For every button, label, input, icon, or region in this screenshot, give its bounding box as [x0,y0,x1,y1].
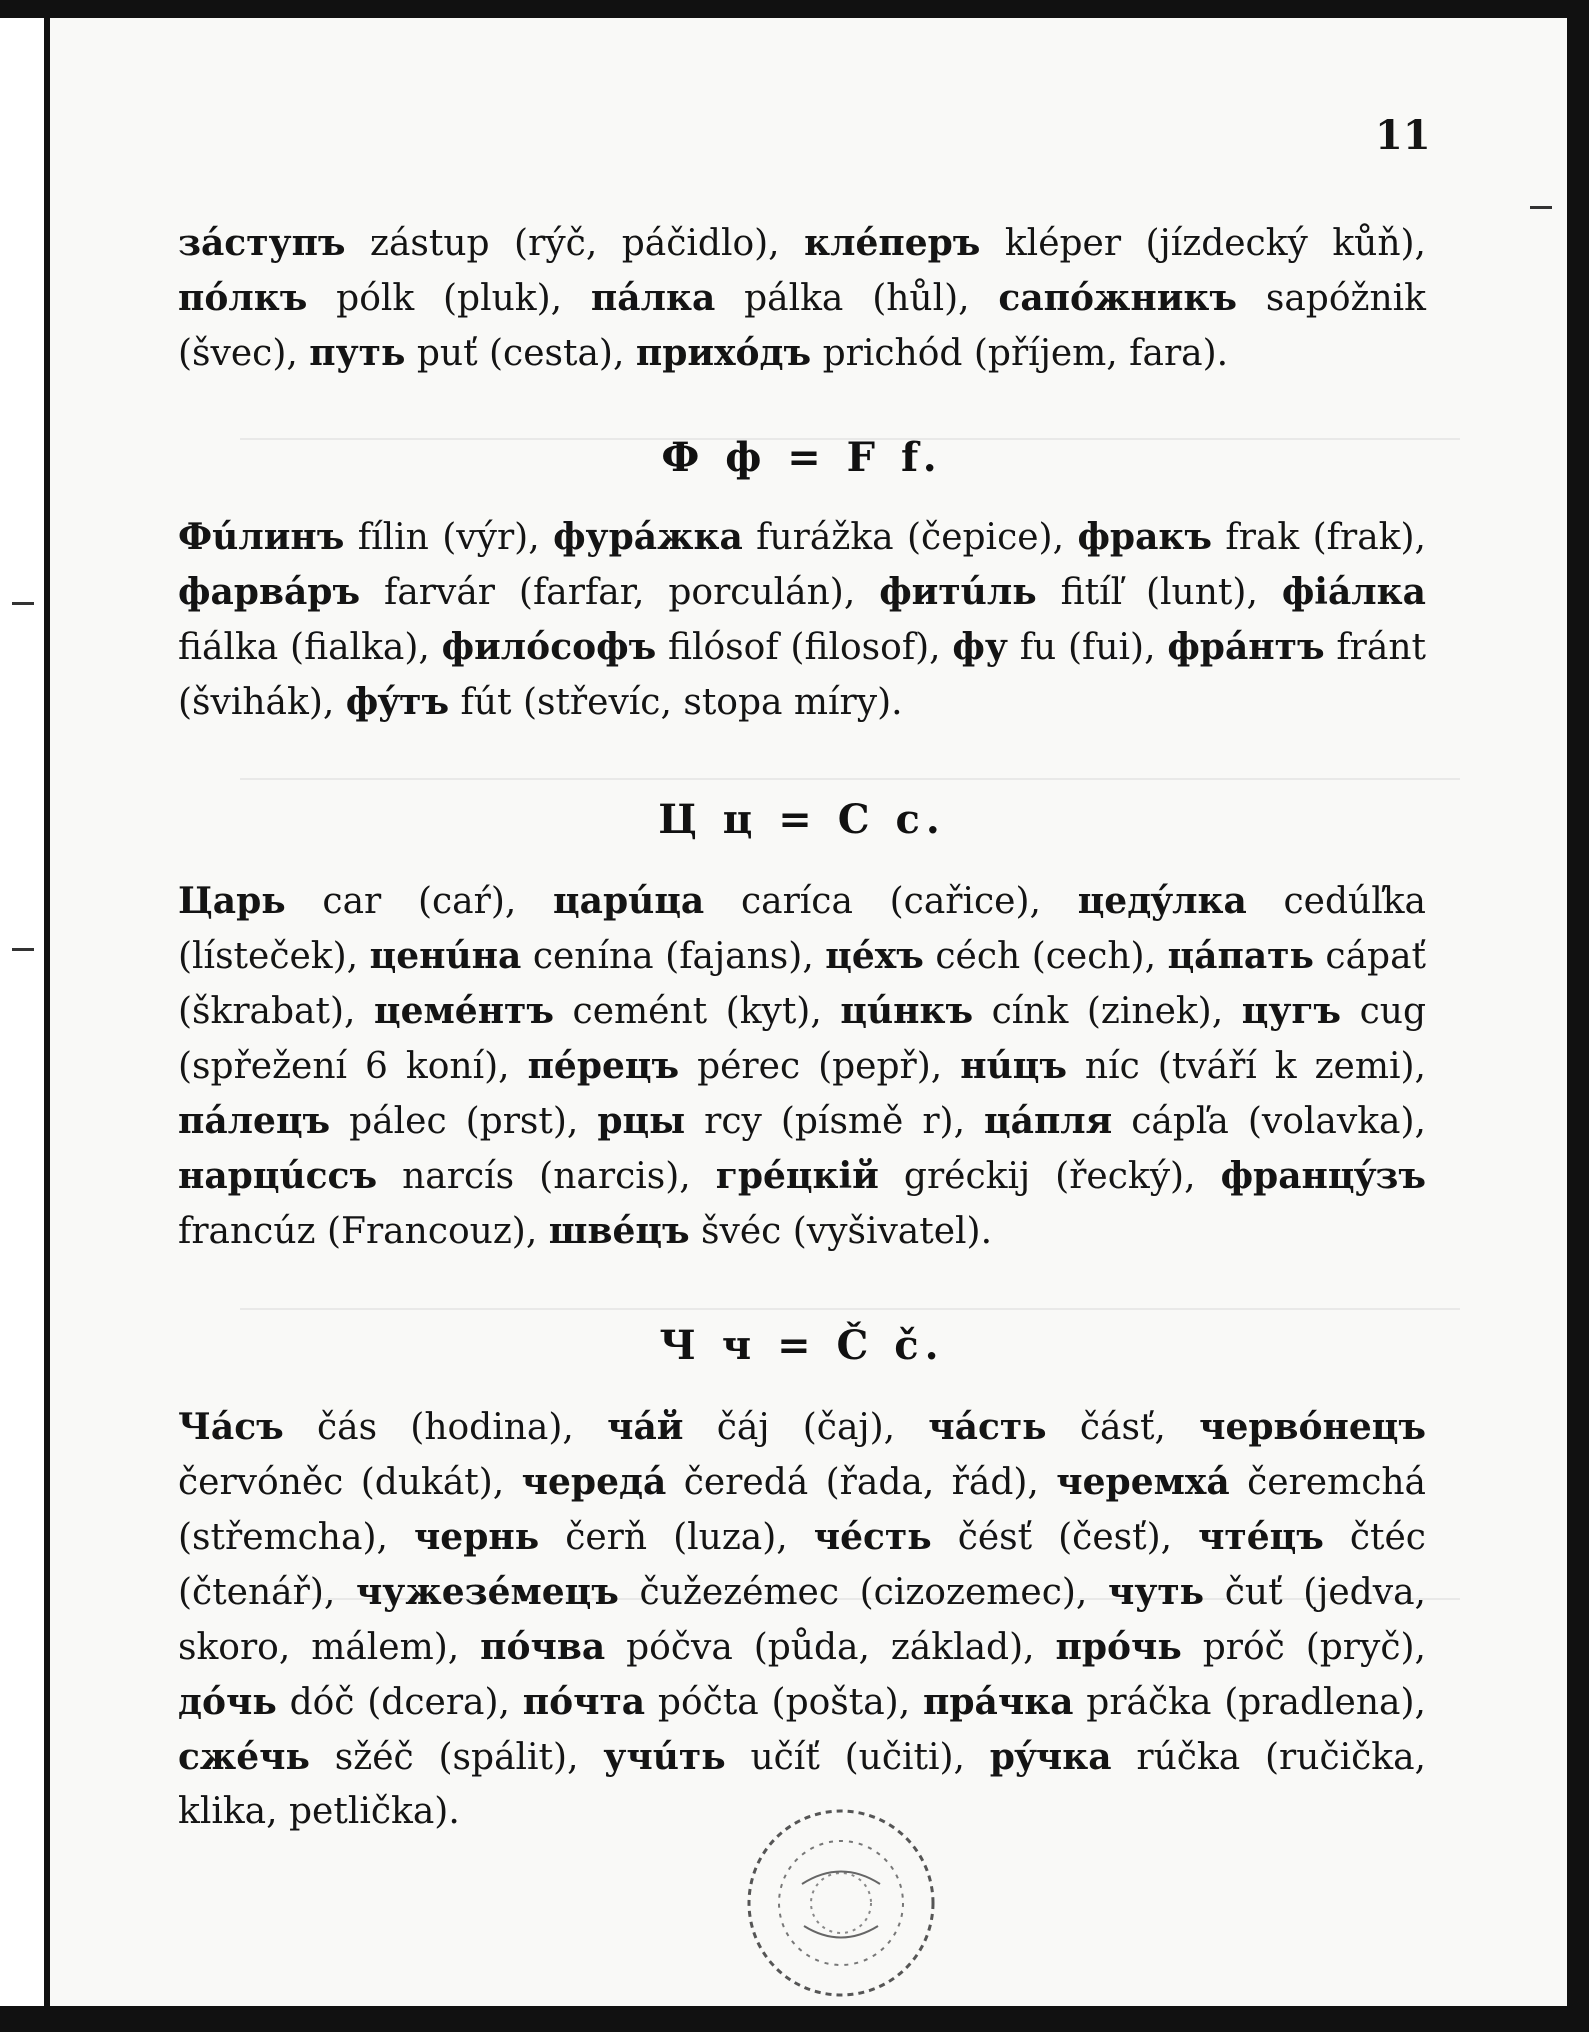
latin-transcription: pálka (hůl), [715,278,999,319]
cyrillic-word: рцы [597,1100,686,1142]
latin-transcription: póčta (pošta), [645,1682,923,1723]
cyrillic-word: прáчка [922,1681,1074,1723]
latin-transcription: učíť (učiti), [725,1737,990,1778]
latin-transcription: furážka (čepice), [742,517,1078,558]
cyrillic-word: чужезéмецъ [355,1571,619,1613]
cyrillic-word: чтéцъ [1198,1516,1324,1558]
scan-border-right [1567,0,1589,2032]
scan-border-bottom [0,2006,1589,2032]
latin-transcription: červóněc (dukát), [178,1462,522,1503]
cyrillic-word: прихóдъ [635,332,812,374]
latin-transcription: práčka (pradlena), [1073,1682,1426,1723]
latin-transcription: cemént (kyt), [553,991,841,1032]
latin-transcription: rúčka (ručička, klika, petlička). [178,1737,1426,1832]
cyrillic-word: цáпля [984,1100,1113,1142]
cyrillic-word: нарцúссъ [178,1155,378,1197]
latin-transcription: narcís (narcis), [377,1156,716,1197]
cyrillic-word: филóсофъ [441,626,657,668]
cyrillic-word: путь [309,332,406,374]
cyrillic-word: сапóжникъ [998,277,1238,319]
latin-transcription: dóč (dcera), [276,1682,523,1723]
cyrillic-word: фýтъ [345,681,450,723]
latin-transcription: pérec (pepř), [679,1046,961,1087]
latin-transcription: fút (střevíc, stopa míry). [449,682,903,723]
cyrillic-word: Чáсъ [178,1406,284,1448]
paragraph-c-words [178,874,1426,1252]
cyrillic-word: рýчка [989,1736,1112,1778]
latin-transcription: čeremchá (střemcha), [178,1462,1427,1558]
cyrillic-word: пáлецъ [178,1100,331,1142]
bleed-through-line [240,778,1460,780]
cyrillic-word: швéцъ [548,1210,690,1252]
cyrillic-word: францýзъ [1220,1155,1426,1197]
cyrillic-word: цéхъ [825,935,924,977]
cyrillic-word: цúнкъ [840,990,974,1032]
section-heading-f: Ф ф = F f. [661,434,943,481]
latin-transcription: póčva (půda, základ), [605,1627,1056,1668]
cyrillic-word: пóлкъ [178,277,308,319]
cyrillic-word: цáпать [1167,935,1314,977]
latin-transcription: pálec (prst), [330,1101,598,1142]
section-heading-ch: Ч ч = Č č. [659,1322,945,1369]
latin-transcription: próč (pryč), [1181,1627,1426,1668]
margin-mark [12,948,34,951]
cyrillic-word: чернь [413,1516,540,1558]
cyrillic-word: учúть [603,1736,726,1778]
cyrillic-word: нúцъ [960,1045,1067,1087]
cyrillic-word: черемхá [1056,1461,1230,1503]
cyrillic-word: фiáлка [1281,571,1426,613]
cyrillic-word: фрáнтъ [1167,626,1325,668]
cyrillic-word: цугъ [1241,990,1342,1032]
margin-mark [1530,206,1552,209]
cyrillic-word: пóчва [480,1626,606,1668]
latin-transcription: sapóžnik (švec), [178,278,1426,374]
cyrillic-word: сжéчь [178,1736,310,1778]
latin-transcription: frak (frak), [1212,517,1426,558]
latin-transcription: filósof (filosof), [656,627,953,668]
cyrillic-word: Царь [178,880,286,922]
latin-transcription: francúz (Francouz), [178,1211,549,1252]
cyrillic-word: царúца [553,880,705,922]
cyrillic-word: клéперъ [804,222,981,264]
cyrillic-word: чередá [521,1461,667,1503]
latin-transcription: čerň (luza), [539,1517,814,1558]
cyrillic-word: фарвáръ [178,571,361,613]
latin-transcription: zástup (rýč, páčidlo), [345,223,805,264]
latin-transcription: rcy (písmě r), [685,1101,985,1142]
cyrillic-word: грéцкiй [715,1155,879,1197]
margin-mark [12,602,34,605]
cyrillic-word: чéсть [813,1516,932,1558]
cyrillic-word: червóнецъ [1199,1406,1427,1448]
latin-transcription: čeredá (řada, řád), [666,1462,1057,1503]
cyrillic-word: цедýлка [1077,880,1247,922]
latin-transcription: caríca (cařice), [704,881,1078,922]
latin-transcription: puť (cesta), [405,333,636,374]
latin-transcription: cug (spřežení 6 koní), [178,991,1426,1087]
latin-transcription: sžéč (spálit), [309,1737,604,1778]
latin-transcription: fu (fui), [1007,627,1168,668]
page-number: 11 [1375,112,1431,159]
latin-transcription: čužezémec (cizozemec), [618,1572,1108,1613]
cyrillic-word: фурáжка [553,516,743,558]
paragraph-ch-words [178,1400,1427,1832]
scan-border-top [0,0,1589,18]
latin-transcription: švéc (vyšivatel). [689,1211,993,1252]
cyrillic-word: прóчь [1055,1626,1182,1668]
latin-transcription: pólk (pluk), [307,278,591,319]
latin-transcription: cedúľka (lísteček), [178,881,1427,977]
latin-transcription: čás (hodina), [283,1407,608,1448]
latin-transcription: cápľa (volavka), [1112,1101,1426,1142]
latin-transcription: gréckij (řecký), [878,1156,1221,1197]
cyrillic-word: чáсть [928,1406,1047,1448]
latin-transcription: cápať (škrabat), [178,936,1427,1032]
cyrillic-word: фракъ [1077,516,1213,558]
latin-transcription: fílin (výr), [344,517,554,558]
latin-transcription: cínk (zinek), [973,991,1242,1032]
section-heading-c: Ц ц = C c. [658,796,946,843]
paragraph-z-words [178,216,1426,378]
cyrillic-word: фитúль [879,571,1037,613]
library-stamp-icon [742,1804,940,2002]
latin-transcription: kléper (jízdecký kůň), [980,223,1426,264]
cyrillic-word: пóчта [522,1681,646,1723]
latin-transcription: níc (tváří k zemi), [1066,1046,1426,1087]
cyrillic-word: чуть [1107,1571,1205,1613]
latin-transcription: fitíľ (lunt), [1036,572,1282,613]
cyrillic-word: дóчь [178,1681,277,1723]
cyrillic-word: чáй [607,1406,684,1448]
cyrillic-word: Фúлинъ [178,516,345,558]
paragraph-f-words [178,510,1426,726]
latin-transcription: car (caŕ), [285,881,554,922]
cyrillic-word: зáступъ [178,222,346,264]
cyrillic-word: пáлка [590,277,716,319]
latin-transcription: céch (cech), [923,936,1168,977]
cyrillic-word: фу [952,626,1008,668]
latin-transcription: čésť (česť), [931,1517,1199,1558]
cyrillic-word: цемéнтъ [374,990,554,1032]
latin-transcription: cenína (fajans), [521,936,826,977]
latin-transcription: farvár (farfar, porculán), [360,572,880,613]
latin-transcription: čásť, [1046,1407,1200,1448]
latin-transcription: fiálka (fialka), [178,627,442,668]
latin-transcription: čáj (čaj), [683,1407,929,1448]
latin-transcription: čuť (jedva, skoro, málem), [178,1572,1426,1668]
cyrillic-word: пéрецъ [527,1045,680,1087]
bleed-through-line [240,1308,1460,1310]
latin-transcription: čtéc (čtenář), [178,1517,1426,1613]
latin-transcription: fránt (švihák), [178,627,1427,723]
cyrillic-word: ценúна [369,935,522,977]
latin-transcription: prichód (příjem, fara). [811,333,1229,374]
